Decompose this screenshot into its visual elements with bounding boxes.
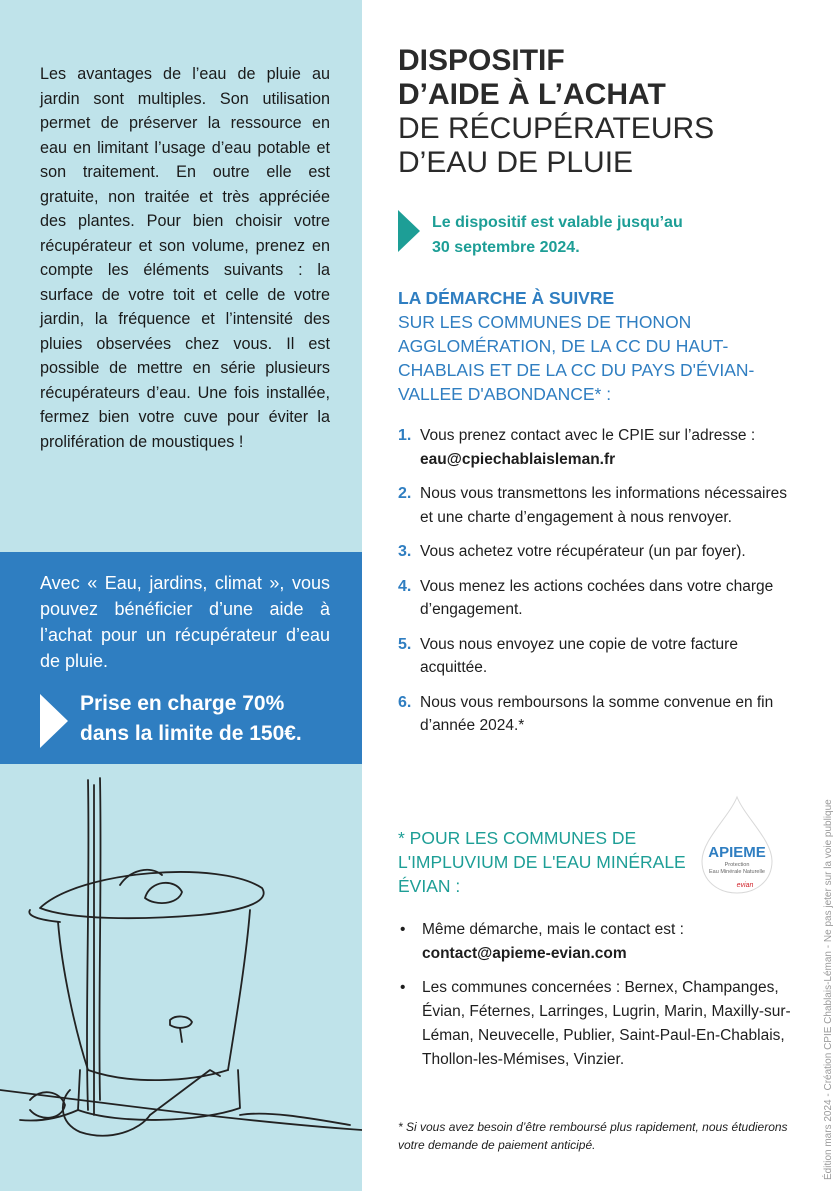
apieme-logo-sub2: Eau Minérale Naturelle	[709, 869, 765, 875]
title-line-2: D’AIDE À L’ACHAT	[398, 78, 666, 111]
step-text: Vous prenez contact avec le CPIE sur l’adresse :	[420, 427, 756, 444]
aid-box-text: Avec « Eau, jardins, climat », vous pouvez bénéficier d’une aide à l’achat pour un récupérateur d’eau de pluie.	[40, 573, 330, 671]
aid-highlight-line2: dans la limite de 150€.	[80, 722, 302, 745]
step-text: Vous nous envoyez une copie de votre facture acquittée.	[420, 635, 738, 676]
step-text: Vous achetez votre récupérateur (un par foyer).	[420, 543, 746, 560]
title-line-3: DE RÉCUPÉRATEURS	[398, 112, 715, 145]
evian-logo-text: evian	[736, 882, 754, 889]
step-number: 4.	[398, 577, 412, 595]
step-item	[398, 575, 798, 622]
aid-highlight-line1: Prise en charge 70%	[80, 692, 285, 715]
step-number: 2.	[398, 485, 412, 502]
step-number: 6.	[398, 693, 412, 711]
steps-heading	[398, 286, 798, 406]
teal-arrow-icon	[398, 210, 420, 252]
step-number: 1.	[398, 427, 412, 444]
aid-highlight	[80, 689, 350, 749]
apieme-logo-name: APIEME	[708, 844, 766, 861]
step-item	[398, 633, 798, 680]
steps-heading-bold: LA DÉMARCHE À SUIVRE	[398, 288, 615, 308]
steps-list	[398, 424, 798, 749]
apieme-heading: * POUR LES COMMUNES DE L'IMPLUVIUM DE L'EAU MINÉRALE ÉVIAN :	[398, 828, 686, 896]
validity-line2: 30 septembre 2024.	[432, 239, 580, 256]
apieme-bullets	[398, 918, 798, 1082]
page-title	[398, 44, 798, 180]
step-number: 5.	[398, 635, 412, 653]
validity-line1: Le dispositif est valable jusqu’au	[432, 214, 683, 231]
arrow-right-icon	[40, 694, 68, 748]
bullet-item	[398, 918, 798, 966]
apieme-logo	[700, 795, 774, 895]
left-panel	[0, 0, 362, 1191]
step-text: Vous menez les actions cochées dans votre charge d’engagement.	[420, 577, 774, 618]
step-text: Nous vous transmettons les informations nécessaires et une charte d’engagement à nous renvoyer.	[420, 485, 787, 526]
step-item	[398, 424, 798, 471]
cpie-email-link[interactable]: eau@cpiechablaisleman.fr	[420, 450, 616, 468]
footnote: * Si vous avez besoin d’être remboursé plus rapidement, nous étudierons votre demande de paiement anticipé.	[398, 1120, 788, 1152]
edition-credit: Édition mars 2024 - Création CPIE Chablais-Léman - Ne pas jeter sur la voie publique	[823, 799, 834, 1180]
step-number: 3.	[398, 543, 412, 560]
title-line-1: DISPOSITIF	[398, 44, 565, 77]
step-item	[398, 482, 798, 529]
steps-heading-rest: SUR LES COMMUNES DE THONON AGGLOMÉRATION, DE LA CC DU HAUT-CHABLAIS ET DE LA CC DU PAYS D'ÉVIAN-VALLEE D'ABONDANCE* :	[398, 312, 755, 404]
step-item	[398, 540, 798, 564]
title-line-4: D’EAU DE PLUIE	[398, 146, 634, 179]
intro-paragraph: Les avantages de l’eau de pluie au jardin sont multiples. Son utilisation permet de préserver la ressource en eau en limitant l’usage d’eau potable et son traitement. En outre elle est gratuite, non traitée et très appréciée des plantes. Pour bien choisir votre récupérateur et son volume, prenez en compte les éléments suivants : la surface de votre toit et celle de votre jardin, la fréquence et l’intensité des pluies observées chez vous. Il est possible de mettre en série plusieurs récupérateurs d’eau. Une fois installée, fermez bien votre cuve pour éviter la prolifération de moustiques !	[40, 65, 330, 451]
validity-notice	[432, 210, 792, 260]
aid-box	[0, 552, 362, 764]
step-text: Nous vous remboursons la somme convenue en fin d’année 2024.*	[420, 693, 774, 734]
step-item	[398, 691, 798, 738]
bullet-text: Les communes concernées : Bernex, Champanges, Évian, Féternes, Larringes, Lugrin, Marin, Maxilly-sur-Léman, Neuvecelle, Publier, Saint-Paul-En-Chablais, Thollon-les-Mémises, Vinzier.	[422, 979, 791, 1068]
bullet-item	[398, 976, 798, 1072]
bullet-text: Même démarche, mais le contact est :	[422, 921, 684, 938]
apieme-logo-sub1: Protection	[724, 862, 750, 868]
apieme-email-link[interactable]: contact@apieme-evian.com	[422, 945, 627, 962]
rain-barrel-illustration	[0, 770, 362, 1191]
